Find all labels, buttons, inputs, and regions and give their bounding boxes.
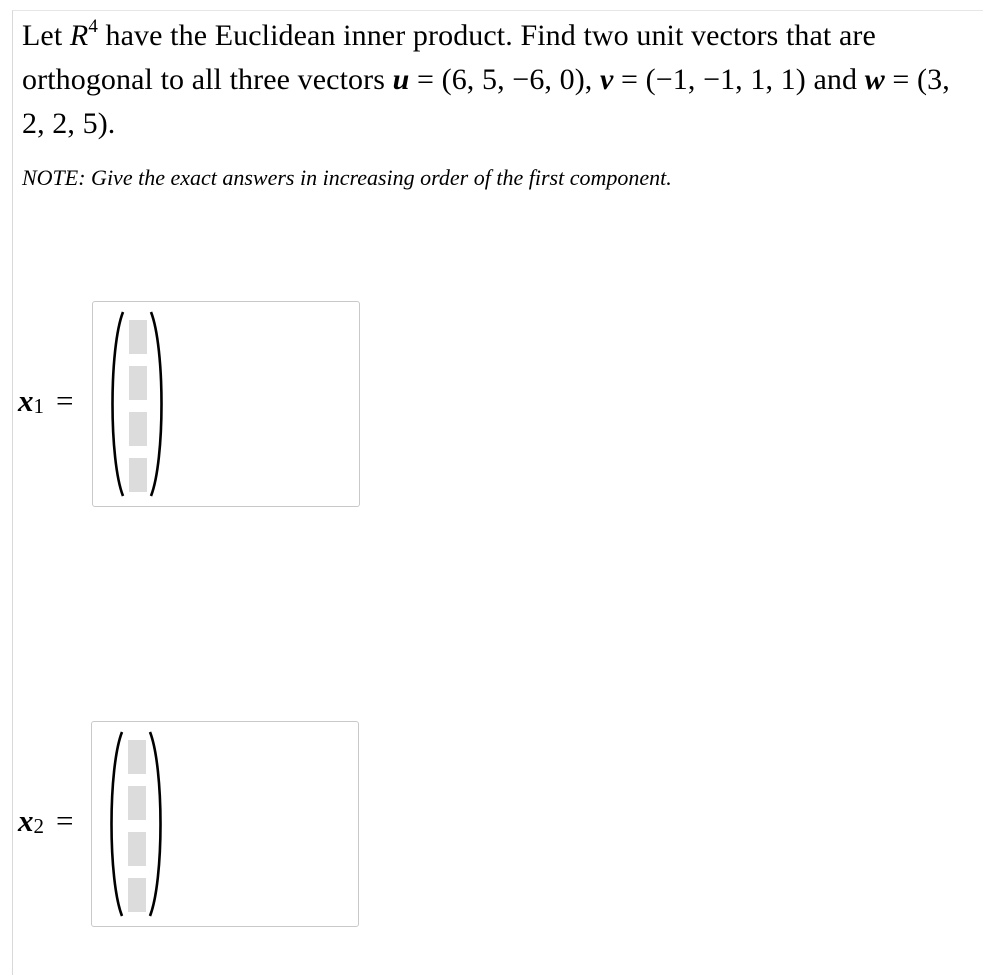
answer-x2-component-4[interactable]	[128, 878, 146, 912]
question-text	[22, 14, 972, 146]
answer-x2-subscript: 2	[33, 814, 44, 838]
answer-x2-box	[91, 721, 359, 927]
answer-x1-matrix	[111, 308, 163, 500]
answer-x1-label	[18, 383, 73, 419]
question-body: have the Euclidean inner product. Find two unit vectors that are orthogonal to all three vectors	[22, 19, 876, 96]
answer-x1-component-4[interactable]	[129, 458, 147, 492]
space-symbol: R	[69, 19, 89, 52]
answer-x1-component-3[interactable]	[129, 412, 147, 446]
space-exponent: 4	[88, 16, 98, 37]
vector-v-value: = (−1, −1, 1, 1) and	[613, 63, 865, 96]
answer-note: NOTE: Give the exact answers in increasing order of the first component.	[22, 165, 672, 190]
answer-x1-box	[92, 301, 360, 507]
vector-u-value: = (6, 5, −6, 0),	[409, 63, 601, 96]
question-prefix: Let	[22, 19, 70, 52]
vector-w-value: = (3, 2, 2, 5).	[22, 63, 950, 140]
answer-x2-symbol: x	[18, 803, 34, 838]
vector-w-symbol: w	[864, 63, 885, 96]
answer-x2-component-3[interactable]	[128, 832, 146, 866]
answer-x2-component-1[interactable]	[128, 740, 146, 774]
answer-x2-label	[18, 803, 73, 839]
answer-x2-equals: =	[56, 803, 74, 838]
answer-x1-subscript: 1	[33, 394, 44, 418]
vector-u-symbol: u	[392, 63, 410, 96]
answer-x1-equals: =	[56, 383, 74, 418]
answer-x1-component-2[interactable]	[129, 366, 147, 400]
answer-x2-matrix	[110, 728, 162, 920]
answer-x1-symbol: x	[18, 383, 34, 418]
vector-v-symbol: v	[600, 63, 614, 96]
answer-x2-component-2[interactable]	[128, 786, 146, 820]
answer-x1-component-1[interactable]	[129, 320, 147, 354]
